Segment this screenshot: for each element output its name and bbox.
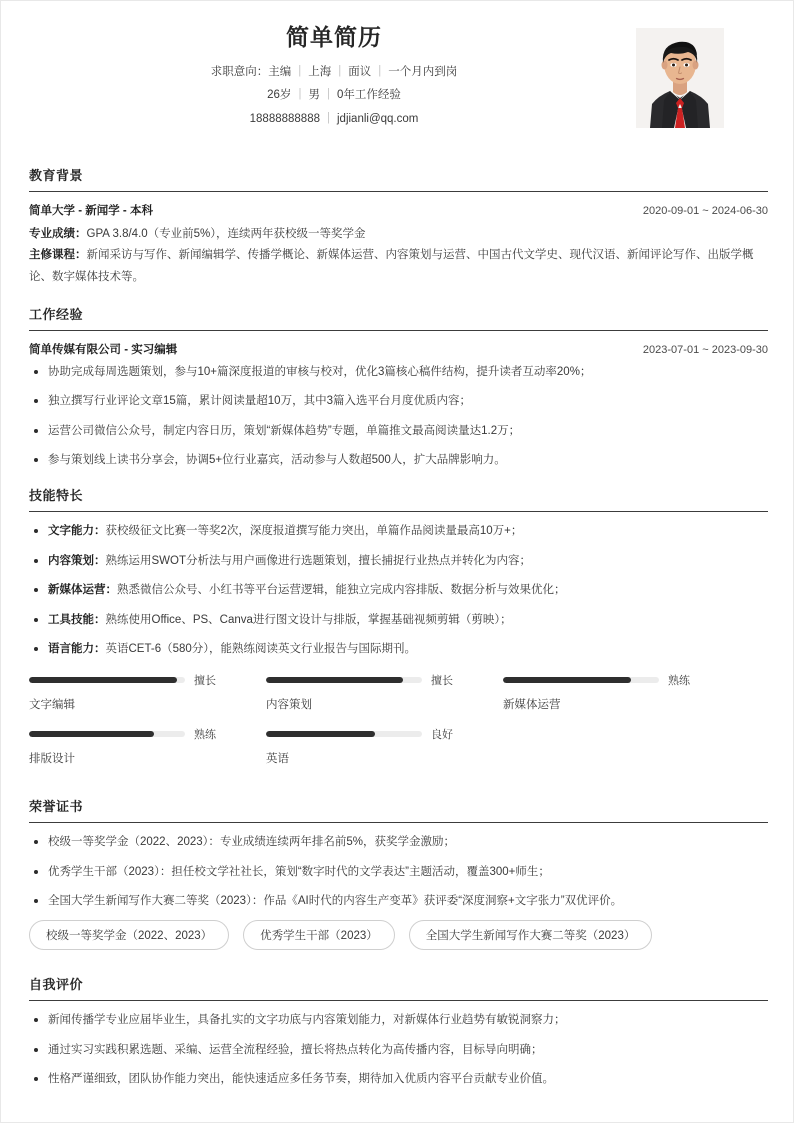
section-title-summary: 自我评价 (29, 977, 84, 993)
skill-name-label: 排版设计 (29, 753, 75, 766)
skill-progress-fill (29, 677, 177, 683)
skill-name-label: 英语 (266, 753, 289, 766)
job-intent-city: 上海 (308, 65, 332, 78)
education-courses-label: 主修课程： (29, 249, 87, 262)
honor-chip-list (29, 920, 768, 958)
section-divider (29, 191, 768, 192)
skill-label: 内容策划： (48, 554, 106, 567)
skill-text: 熟悉微信公众号、小红书等平台运营逻辑，能独立完成内容排版、数据分析与效果优化； (117, 584, 566, 597)
job-intent-salary: 面议 (348, 65, 372, 78)
contact-phone[interactable]: 18888888888 (249, 112, 320, 125)
skill-bar-item (29, 672, 248, 712)
separator-icon: | (298, 88, 302, 101)
separator-icon: | (327, 111, 330, 124)
skill-bar-row (29, 672, 248, 688)
skill-text: 熟练运用SWOT分析法与用户画像进行选题策划，擅长捕捉行业热点并转化为内容； (105, 554, 531, 567)
section-honors (29, 796, 768, 958)
list-item: 运营公司微信公众号，制定内容日历，策划“新媒体趋势”专题，单篇推文最高阅读量达1.2万； (29, 422, 768, 440)
personal-info-line (29, 86, 639, 104)
skill-level-label: 良好 (431, 729, 453, 742)
section-title-work: 工作经验 (29, 306, 84, 322)
personal-gender: 男 (308, 89, 320, 102)
education-entry-header (29, 202, 768, 218)
skill-text: 获校级征文比赛一等奖2次，深度报道撰写能力突出，单篇作品阅读量最高10万+； (105, 525, 523, 538)
skill-label: 文字能力： (48, 525, 106, 538)
education-gpa-label: 专业成绩： (29, 228, 87, 240)
list-item: 校级一等奖学金（2022、2023）：专业成绩连续两年排名前5%，获奖学金激励； (29, 833, 768, 851)
skill-progress-track (29, 731, 185, 737)
skill-level-label: 熟练 (668, 675, 690, 688)
skill-label: 语言能力： (48, 642, 106, 655)
education-gpa-line (29, 224, 768, 245)
education-school: 简单大学 - 新闻学 - 本科 (29, 205, 153, 217)
skills-bullet-list (29, 522, 768, 658)
contact-email[interactable]: jdjianli@qq.com (337, 112, 419, 125)
skill-label: 工具技能： (48, 613, 106, 626)
skill-bar-row (503, 672, 722, 688)
skill-progress-fill (503, 677, 631, 683)
section-work-experience (29, 304, 768, 470)
section-title-education: 教育背景 (29, 168, 84, 183)
list-item (29, 581, 768, 599)
skill-level-label: 熟练 (194, 729, 216, 742)
list-item: 通过实习实践积累选题、采编、运营全流程经验，擅长将热点转化为高传播内容，目标导向明确； (29, 1041, 768, 1059)
skill-bar-grid (29, 672, 768, 780)
job-intent-line (29, 63, 639, 81)
skill-progress-fill (266, 731, 375, 737)
section-divider (29, 822, 768, 823)
section-education (29, 165, 768, 288)
skill-progress-fill (29, 731, 154, 737)
skill-progress-track (266, 731, 422, 737)
list-item: 协助完成每周选题策划，参与10+篇深度报道的审核与校对，优化3篇核心稿件结构，提升读者互动率20%； (29, 363, 768, 381)
skill-progress-track (29, 677, 185, 683)
skill-level-label: 擅长 (431, 675, 453, 688)
contact-info-line (29, 110, 639, 128)
education-courses-line (29, 245, 768, 288)
skill-bar-row (266, 726, 485, 742)
separator-icon: | (338, 64, 342, 77)
separator-icon: | (326, 88, 330, 101)
list-item: 优秀学生干部（2023）：担任校文学社社长，策划“数字时代的文学表达”主题活动，覆盖300+师生； (29, 863, 768, 881)
honor-chip[interactable]: 校级一等奖学金（2022、2023） (29, 920, 229, 950)
honor-chip[interactable]: 优秀学生干部（2023） (243, 920, 395, 950)
skill-text: 熟练使用Office、PS、Canva进行图文设计与排版，掌握基础视频剪辑（剪映）； (105, 613, 512, 626)
skill-label: 新媒体运营： (48, 584, 117, 597)
section-divider (29, 511, 768, 512)
page-title: 简单简历 (286, 24, 382, 50)
skill-name-label: 内容策划 (266, 699, 312, 712)
skill-bar-item (503, 672, 722, 712)
education-courses-value: 新闻采访与写作、新闻编辑学、传播学概论、新媒体运营、内容策划与运营、中国古代文学史、现代汉语、新闻评论写作、出版学概论、数字媒体技术等。 (29, 249, 754, 283)
section-title-skills: 技能特长 (29, 488, 84, 504)
section-self-evaluation (29, 974, 768, 1088)
skill-progress-track (503, 677, 659, 683)
skill-progress-fill (266, 677, 403, 683)
skill-name-label: 新媒体运营 (503, 699, 561, 712)
list-item (29, 611, 768, 629)
avatar (636, 28, 724, 128)
list-item: 性格严谨细致，团队协作能力突出，能快速适应多任务节奏，期待加入优质内容平台贡献专业价值。 (29, 1070, 768, 1088)
work-bullet-list (29, 363, 768, 470)
job-intent-label: 求职意向： (210, 65, 269, 78)
list-item: 新闻传播学专业应届毕业生，具备扎实的文字功底与内容策划能力，对新媒体行业趋势有敏锐洞察力； (29, 1011, 768, 1029)
work-date: 2023-07-01 ~ 2023-09-30 (642, 343, 768, 356)
resume-content (29, 1, 768, 1091)
avatar-portrait-icon (636, 28, 724, 128)
header-text-block (29, 23, 639, 128)
resume-header (29, 1, 768, 149)
section-skills (29, 485, 768, 780)
skill-bar-item (266, 726, 485, 766)
section-title-honors: 荣誉证书 (29, 799, 84, 815)
education-date: 2020-09-01 ~ 2024-06-30 (642, 205, 768, 217)
skill-bar-item (266, 672, 485, 712)
personal-age: 26岁 (267, 89, 292, 102)
honors-bullet-list (29, 833, 768, 910)
skill-text: 英语CET-6（580分），能熟练阅读英文行业报告与国际期刊。 (105, 642, 417, 655)
work-entry-header (29, 341, 768, 357)
skill-level-label: 擅长 (194, 675, 216, 688)
separator-icon: | (378, 64, 382, 77)
work-company: 简单传媒有限公司 - 实习编辑 (29, 343, 178, 356)
list-item (29, 522, 768, 540)
personal-experience: 0年工作经验 (336, 89, 401, 102)
skill-bar-row (266, 672, 485, 688)
section-divider (29, 330, 768, 331)
skill-bar-item (29, 726, 248, 766)
job-intent-availability: 一个月内到岗 (388, 65, 458, 78)
list-item: 全国大学生新闻写作大赛二等奖（2023）：作品《AI时代的内容生产变革》获评委“深度洞察+文字张力”双优评价。 (29, 892, 768, 910)
skill-progress-track (266, 677, 422, 683)
list-item (29, 640, 768, 658)
education-gpa-value: GPA 3.8/4.0（专业前5%），连续两年获校级一等奖学金 (86, 228, 366, 240)
list-item: 参与策划线上读书分享会，协调5+位行业嘉宾，活动参与人数超500人，扩大品牌影响力。 (29, 451, 768, 469)
list-item: 独立撰写行业评论文章15篇，累计阅读量超10万，其中3篇入选平台月度优质内容； (29, 392, 768, 410)
section-divider (29, 1000, 768, 1001)
job-intent-position: 主编 (268, 65, 292, 78)
honor-chip[interactable]: 全国大学生新闻写作大赛二等奖（2023） (409, 920, 653, 950)
skill-name-label: 文字编辑 (29, 699, 75, 712)
separator-icon: | (298, 64, 302, 77)
summary-bullet-list (29, 1011, 768, 1088)
list-item (29, 552, 768, 570)
skill-bar-row (29, 726, 248, 742)
